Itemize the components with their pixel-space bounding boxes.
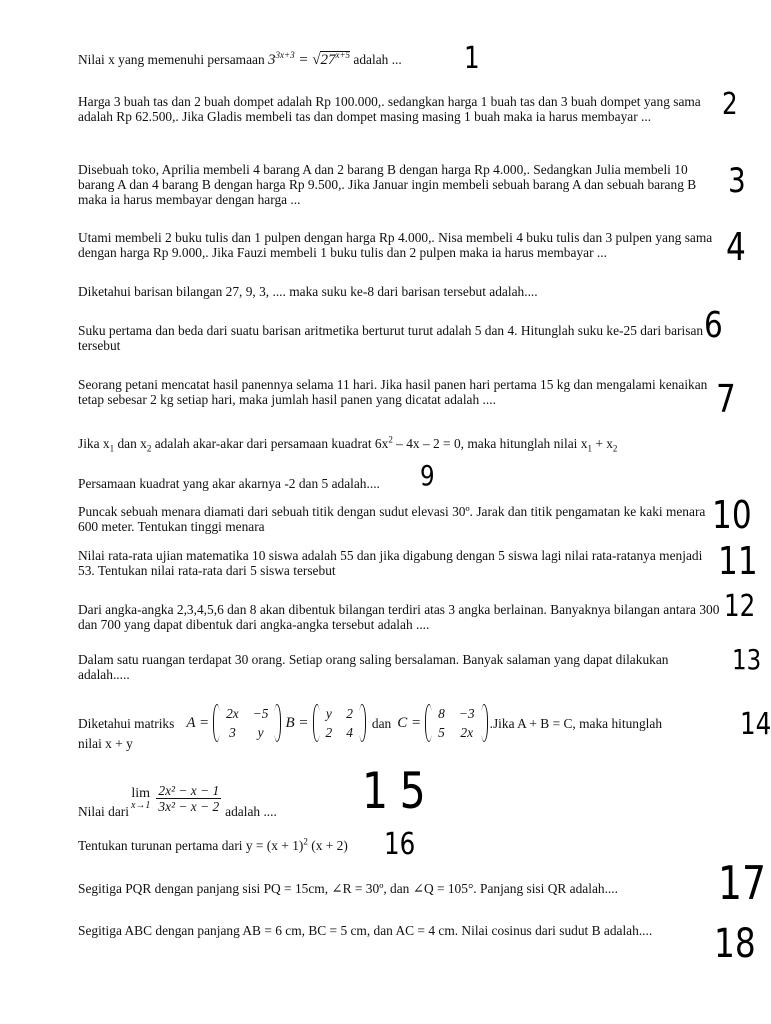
question-1-text: Nilai x yang memenuhi persamaan: [78, 52, 265, 67]
matrix-a: 2x −5 3 y: [213, 704, 281, 742]
question-7: Seorang petani mencatat hasil panennya selama 11 hari. Jika hasil panen hari pertama 15 kg dan mengalami kenaikan tetap sebesar 2 kg setiap hari, maka jumlah hasil panen yang dicatat adalah ....: [78, 377, 708, 407]
question-5: Diketahui barisan bilangan 27, 9, 3, .... maka suku ke-8 dari barisan tersebut adalah....: [78, 284, 538, 299]
limit-operator: lim x→1: [130, 786, 151, 811]
question-1: [78, 52, 720, 68]
handwritten-number-13: 13: [732, 643, 762, 676]
handwritten-number-3: 3: [728, 161, 746, 201]
handwritten-number-1: 1: [464, 41, 480, 76]
matrix-c: 8 −3 5 2x: [425, 704, 487, 742]
limit-fraction: $\frac{\text{2x² − x − 1}}{\text{3x² − x − 2}}$: [158, 783, 220, 814]
question-11: Nilai rata-rata ujian matematika 10 siswa adalah 55 dan jika digabung dengan 5 siswa lagi nilai rata-ratanya menjadi 53. Tentukan nilai rata-rata dari 5 siswa tersebut: [78, 548, 703, 578]
handwritten-number-18: 18: [714, 921, 756, 967]
question-17: Segitiga PQR dengan panjang sisi PQ = 15cm, ∠R = 30º, dan ∠Q = 105°. Panjang sisi QR adalah....: [78, 881, 618, 896]
question-3: Disebuah toko, Aprilia membeli 4 barang A dan 2 barang B dengan harga Rp 4.000,. Sedangkan Julia membeli 10 barang A dan 4 barang B dengan harga Rp 9.500,. Jika Januar ingin membeli sebuah barang A dan sebuah barang B maka ia harus membayar dengan harga ...: [78, 162, 697, 207]
question-1-equation: $3^{3x+3} = √27^{x+5}$: [268, 50, 351, 68]
question-2: Harga 3 buah tas dan 2 buah dompet adalah Rp 100.000,. sedangkan harga 1 buah tas dan 3 buah dompet yang sama adalah Rp 62.500,. Jika Gladis membeli tas dan dompet masing masing 1 buah maka ia harus membayar ...: [78, 94, 701, 124]
handwritten-number-16: 16: [384, 827, 416, 862]
question-9: Persamaan kuadrat yang akar akarnya -2 dan 5 adalah....: [78, 476, 380, 491]
handwritten-number-14: 14: [740, 707, 771, 742]
question-18: Segitiga ABC dengan panjang AB = 6 cm, BC = 5 cm, dan AC = 4 cm. Nilai cosinus dari sudut B adalah....: [78, 923, 653, 938]
handwritten-number-9: 9: [420, 459, 435, 492]
handwritten-number-10: 10: [712, 493, 752, 537]
question-6: Suku pertama dan beda dari suatu barisan aritmetika berturut turut adalah 5 dan 4. Hitunglah suku ke-25 dari barisan tersebut: [78, 323, 704, 353]
handwritten-number-6: 6: [704, 305, 723, 346]
handwritten-number-11: 11: [718, 539, 758, 583]
handwritten-number-17: 17: [718, 856, 767, 910]
handwritten-number-12: 12: [724, 589, 756, 624]
matrix-b: y 2 2 4: [313, 704, 366, 742]
question-15: Nilai dari lim x→1 $\frac{\text{2x² − x − 1}}{\text{3x² − x − 2}}$ adalah ....: [78, 783, 277, 819]
handwritten-number-4: 4: [726, 225, 746, 269]
question-14: Diketahui matriks A = 2x −5 3 y B = y 2 2 4 dan C = 8 −3 5 2x .Jika A + B = C, maka hitunglah nilai x + y: [78, 704, 738, 751]
question-13: Dalam satu ruangan terdapat 30 orang. Setiap orang saling bersalaman. Banyak salaman yang dapat dilakukan adalah.....: [78, 652, 669, 682]
question-4: Utami membeli 2 buku tulis dan 1 pulpen dengan harga Rp 4.000,. Nisa membeli 4 buku tulis dan 3 pulpen yang sama dengan harga Rp 9.000,. Jika Fauzi membeli 1 buku tulis dan 2 pulpen maka ia harus membayar ...: [78, 230, 713, 260]
handwritten-number-15: 15: [362, 762, 438, 820]
question-1-tail: adalah ...: [353, 52, 402, 67]
question-16: Tentukan turunan pertama dari $y = (x + 1)^2$ (x + 2): [78, 836, 348, 853]
question-12: Dari angka-angka 2,3,4,5,6 dan 8 akan dibentuk bilangan terdiri atas 3 angka berlainan. Banyaknya bilangan antara 300 dan 700 yang dapat dibentuk dari angka-angka tersebut adalah ....: [78, 602, 720, 632]
question-8: Jika $x_1$ dan $x_2$ adalah akar-akar dari persamaan kuadrat $6x^2 - 4x - 2 = 0$, maka hitunglah nilai $x_1 + x_2$: [78, 434, 618, 454]
handwritten-number-2: 2: [722, 87, 738, 122]
handwritten-number-7: 7: [716, 377, 736, 421]
question-14-line2: nilai x + y: [78, 736, 133, 751]
question-10: Puncak sebuah menara diamati dari sebuah titik dengan sudut elevasi 30º. Jarak dan titik pengamatan ke kaki menara 600 meter. Tentukan tinggi menara: [78, 504, 706, 534]
